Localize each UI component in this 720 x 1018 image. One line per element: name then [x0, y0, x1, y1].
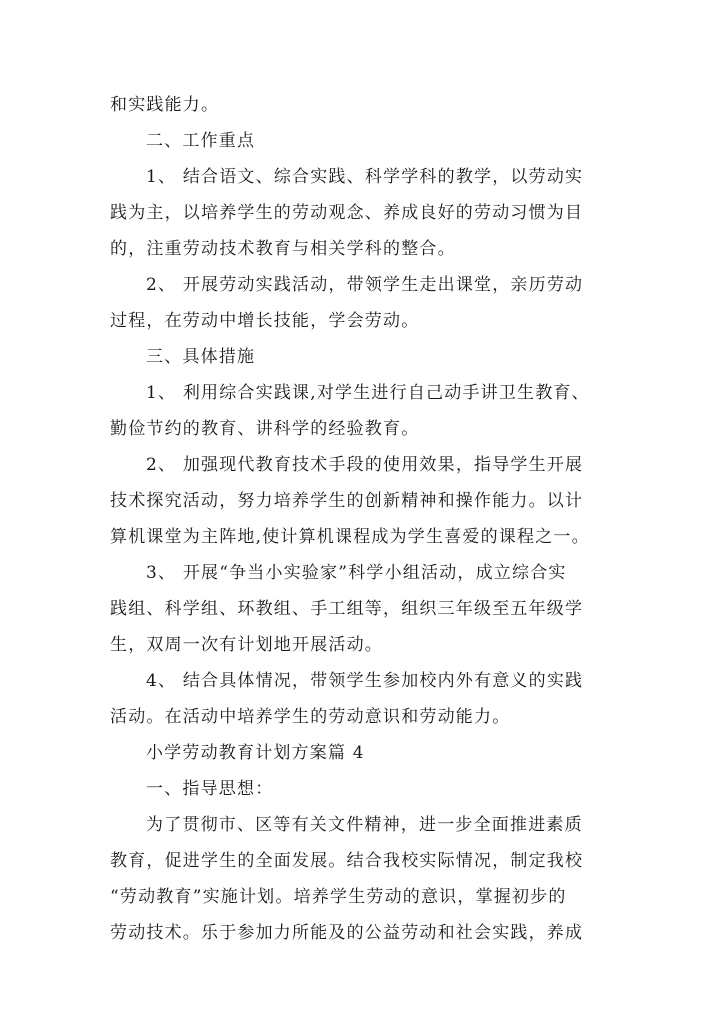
- text-line: “劳动教育”实施计划。培养学生劳动的意识，掌握初步的: [110, 887, 567, 907]
- text-line: 践组、科学组、环教组、手工组等，组织三年级至五年级学: [110, 599, 584, 619]
- text-line: 教育，促进学生的全面发展。结合我校实际情况，制定我校: [110, 851, 584, 871]
- text-line: 1、 结合语文、综合实践、科学学科的教学，以劳动实: [146, 167, 584, 187]
- text-line: 过程，在劳动中增长技能，学会劳动。: [110, 311, 420, 331]
- text-line: 4、 结合具体情况，带领学生参加校内外有意义的实践: [146, 671, 584, 691]
- text-line: 践为主，以培养学生的劳动观念、养成良好的劳动习惯为目: [110, 203, 584, 223]
- text-line: 算机课堂为主阵地,使计算机课程成为学生喜爱的课程之一。: [110, 527, 590, 547]
- document-body: [110, 87, 615, 951]
- text-line: 生，双周一次有计划地开展活动。: [110, 635, 383, 655]
- text-line: 为了贯彻市、区等有关文件精神，进一步全面推进素质: [146, 815, 583, 835]
- text-line: 和实践能力。: [110, 95, 220, 115]
- article-title: 小学劳动教育计划方案篇 4: [146, 743, 365, 763]
- section-heading: 二、工作重点: [146, 131, 256, 151]
- text-line: 2、 开展劳动实践活动，带领学生走出课堂，亲历劳动: [146, 275, 584, 295]
- text-line: 勤俭节约的教育、讲科学的经验教育。: [110, 419, 420, 439]
- text-line: 1、 利用综合实践课,对学生进行自己动手讲卫生教育、: [146, 383, 590, 403]
- text-line: 劳动技术。乐于参加力所能及的公益劳动和社会实践，养成: [110, 923, 584, 943]
- section-heading: 三、具体措施: [146, 347, 256, 367]
- section-heading: 一、指导思想：: [146, 779, 274, 799]
- text-line: 3、 开展“争当小实验家”科学小组活动，成立综合实: [146, 563, 567, 583]
- text-line: 2、 加强现代教育技术手段的使用效果，指导学生开展: [146, 455, 584, 475]
- text-line: 的，注重劳动技术教育与相关学科的整合。: [110, 239, 456, 259]
- text-line: 技术探究活动，努力培养学生的创新精神和操作能力。以计: [110, 491, 584, 511]
- text-line: 活动。在活动中培养学生的劳动意识和劳动能力。: [110, 707, 511, 727]
